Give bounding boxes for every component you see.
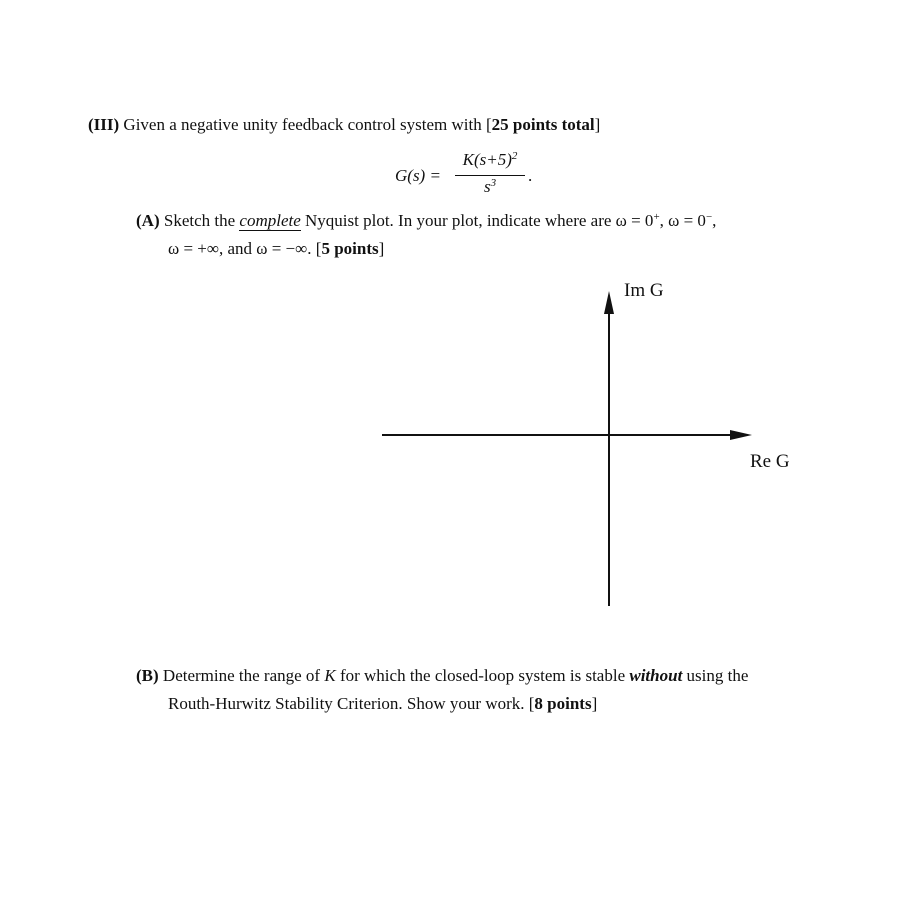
denominator-exponent: 3 xyxy=(490,177,497,189)
part-b-line-2 xyxy=(168,694,597,714)
part-b-line2-text: Routh-Hurwitz Stability Criterion. Show your work. [ xyxy=(168,694,535,713)
problem-intro-close: ] xyxy=(594,115,601,134)
part-b-label: (B) xyxy=(136,666,159,685)
numerator-exponent: 2 xyxy=(511,150,518,162)
equation-lhs: G(s) = xyxy=(395,166,441,185)
part-b-text-1: Determine the range of xyxy=(162,666,321,685)
part-b-line2-close: ] xyxy=(591,694,598,713)
part-b-var-k: K xyxy=(324,666,336,685)
part-a-points: 5 points xyxy=(321,239,379,258)
part-a-emphasis: complete xyxy=(239,211,301,230)
part-a-text-3: , ω = 0 xyxy=(659,211,706,230)
part-a-text-4: , xyxy=(712,211,717,230)
part-a-line2-close: ] xyxy=(378,239,385,258)
real-axis-label: Re G xyxy=(750,451,790,472)
part-a-sup-plus: + xyxy=(653,211,660,223)
imag-axis-label: Im G xyxy=(624,280,664,301)
equation-period: . xyxy=(528,166,533,185)
part-a-sup-minus: − xyxy=(705,211,713,223)
problem-intro: Given a negative unity feedback control system with [ xyxy=(123,115,492,134)
part-b-emphasis: without xyxy=(629,666,683,685)
part-a-line2-text: ω = +∞, and ω = −∞. [ xyxy=(168,239,322,258)
real-axis-arrowhead xyxy=(730,430,752,440)
part-b-text-2: for which the closed-loop system is stable xyxy=(339,666,626,685)
part-a-text-1: Sketch the xyxy=(163,211,236,230)
imag-axis-arrowhead xyxy=(604,291,614,314)
part-b-line-1 xyxy=(136,666,748,686)
problem-number: (III) xyxy=(88,115,120,134)
equation-denominator: $s^3$ xyxy=(483,177,497,196)
part-a-label: (A) xyxy=(136,211,160,230)
equation-numerator: $K(s+5)^2$ xyxy=(462,150,518,169)
part-b-text-3: using the xyxy=(686,666,749,685)
part-a-text-2: Nyquist plot. In your plot, indicate where are ω = 0 xyxy=(305,211,654,230)
part-b-points: 8 points xyxy=(534,694,592,713)
problem-points-total: 25 points total xyxy=(491,115,595,134)
